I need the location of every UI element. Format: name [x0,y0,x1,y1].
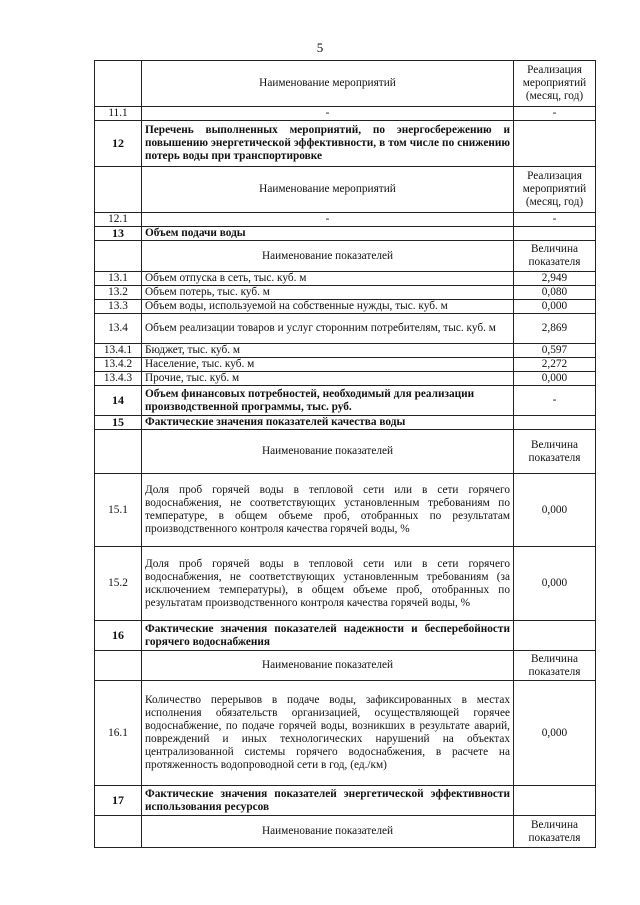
table-row [95,547,596,621]
table-row [95,107,596,121]
row-number: 13.1 [95,272,142,286]
section-title: Объем финансовых потребностей, необходимый для реализации производственной программы, тыс. руб. [142,386,514,416]
row-number: 13.4.1 [95,344,142,358]
column-header-name: Наименование показателей [142,241,514,272]
indicator-name: Бюджет, тыс. куб. м [142,344,514,358]
row-number: 16.1 [95,681,142,786]
row-number: 11.1 [95,107,142,121]
indicator-value: 0,597 [514,344,596,358]
indicator-value: 2,272 [514,358,596,372]
column-header-name: Наименование показателей [142,430,514,474]
table-row [95,372,596,386]
indicator-value: - [514,213,596,227]
row-number: 17 [95,786,142,816]
indicator-value [514,227,596,241]
row-number [95,651,142,681]
indicator-value [514,786,596,816]
indicator-value: 2,869 [514,314,596,344]
indicator-name: Объем реализации товаров и услуг сторонним потребителям, тыс. куб. м [142,314,514,344]
indicator-name: Доля проб горячей воды в тепловой сети или в сети горячего водоснабжения, не соответствующих установленным требованиям (за исключением температуры), в общем объеме проб, отобранных по результатам производственного контроля качества горячей воды, % [142,547,514,621]
column-header-value: Величина показателя [514,430,596,474]
indicator-value: - [514,107,596,121]
indicator-value [514,416,596,430]
table-section-row [95,386,596,416]
table-row [95,358,596,372]
table-header-row [95,816,596,848]
column-header-name: Наименование мероприятий [142,167,514,213]
indicator-name: Население, тыс. куб. м [142,358,514,372]
page-number: 5 [316,40,324,55]
indicator-name: Прочие, тыс. куб. м [142,372,514,386]
row-number: 15 [95,416,142,430]
section-title: Фактические значения показателей надежности и бесперебойности горячего водоснабжения [142,621,514,651]
column-header-value: Реализация мероприятий (месяц, год) [514,167,596,213]
column-header-name: Наименование показателей [142,816,514,848]
table-header-row [95,61,596,107]
indicator-value: 0,000 [514,547,596,621]
table-section-row [95,416,596,430]
table-row [95,286,596,300]
table-header-row [95,167,596,213]
row-number: 12.1 [95,213,142,227]
table-row [95,272,596,286]
row-number: 15.1 [95,474,142,547]
table-section-row [95,121,596,167]
table-row [95,681,596,786]
indicator-value: 0,000 [514,300,596,314]
indicator-value: 0,000 [514,681,596,786]
row-number: 14 [95,386,142,416]
table-row [95,344,596,358]
table-row [95,314,596,344]
indicator-value [514,121,596,167]
row-number: 13 [95,227,142,241]
indicator-name: Объем потерь, тыс. куб. м [142,286,514,300]
column-header-value: Величина показателя [514,816,596,848]
row-number: 13.4.2 [95,358,142,372]
row-number: 13.4.3 [95,372,142,386]
indicator-name: - [142,213,514,227]
column-header-value: Величина показателя [514,241,596,272]
column-header-name: Наименование показателей [142,651,514,681]
table-section-row [95,621,596,651]
table-row [95,300,596,314]
table-section-row [95,227,596,241]
column-header-value: Величина показателя [514,651,596,681]
indicator-name: - [142,107,514,121]
table-section-row [95,786,596,816]
indicator-name: Объем воды, используемой на собственные нужды, тыс. куб. м [142,300,514,314]
section-title: Объем подачи воды [142,227,514,241]
section-title: Перечень выполненных мероприятий, по энергосбережению и повышению энергетической эффективности, в том числе по снижению потерь воды при транспортировке [142,121,514,167]
table-row [95,213,596,227]
indicator-value: 0,080 [514,286,596,300]
indicator-value: - [514,386,596,416]
row-number [95,816,142,848]
row-number: 13.2 [95,286,142,300]
indicator-value: 0,000 [514,474,596,547]
table-row [95,474,596,547]
row-number [95,241,142,272]
indicator-name: Доля проб горячей воды в тепловой сети или в сети горячего водоснабжения, не соответствующих установленным требованиям по температуре, в общем объеме проб, отобранных по результатам производственного контроля качества горячей воды, % [142,474,514,547]
section-title: Фактические значения показателей качества воды [142,416,514,430]
row-number [95,167,142,213]
row-number: 13.3 [95,300,142,314]
indicator-name: Объем отпуска в сеть, тыс. куб. м [142,272,514,286]
indicator-name: Количество перерывов в подаче воды, зафиксированных в местах исполнения обязательств организацией, осуществляющей горячее водоснабжение, по подаче горячей воды, возникших в результате аварий, повреждений и иных технологических нарушений на объектах централизованной системы горячего водоснабжения, в расчете на протяженность водопроводной сети в год, (ед./км) [142,681,514,786]
program-table [94,60,596,848]
indicator-value: 2,949 [514,272,596,286]
row-number: 13.4 [95,314,142,344]
table-header-row [95,651,596,681]
row-number: 16 [95,621,142,651]
indicator-value [514,621,596,651]
row-number [95,430,142,474]
column-header-name: Наименование мероприятий [142,61,514,107]
row-number: 15.2 [95,547,142,621]
column-header-value: Реализация мероприятий (месяц, год) [514,61,596,107]
table-header-row [95,241,596,272]
table-header-row [95,430,596,474]
row-number [95,61,142,107]
section-title: Фактические значения показателей энергетической эффективности использования ресурсов [142,786,514,816]
row-number: 12 [95,121,142,167]
indicator-value: 0,000 [514,372,596,386]
